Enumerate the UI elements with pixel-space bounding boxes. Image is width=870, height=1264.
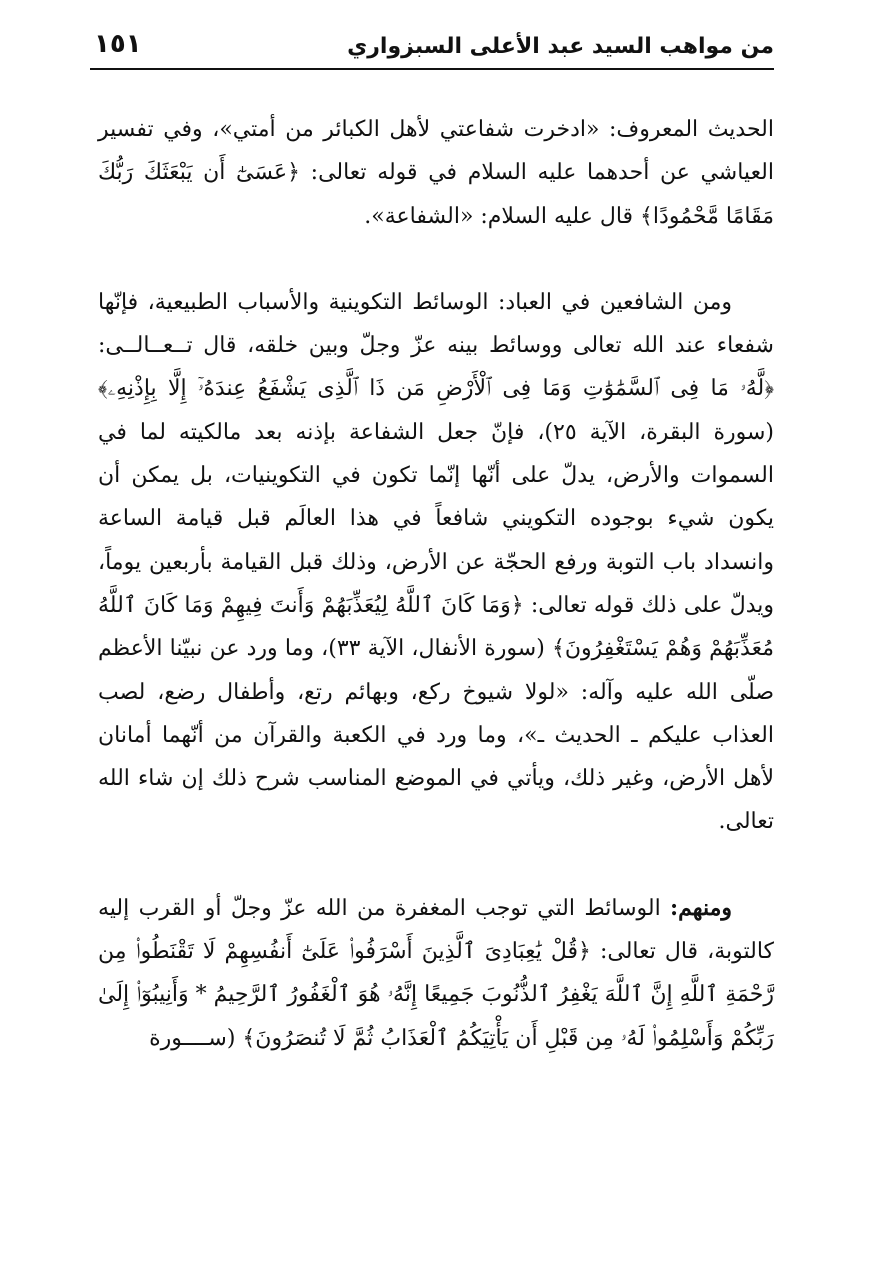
paragraph-forgiveness-text: الوسائط التي توجب المغفرة من الله عزّ وجلّ أو القرب إليه كالتوبة، قال تعالى: ﴿قُلْ يَٰعِبَادِىَ ٱلَّذِينَ أَسْرَفُوا۟ عَلَىٰٓ أَنفُسِهِمْ لَا تَقْنَطُوا۟ مِن رَّحْمَةِ ٱللَّهِ إِنَّ ٱللَّهَ يَغْفِرُ ٱلذُّنُوبَ جَمِيعًا إِنَّهُۥ هُوَ ٱلْغَفُورُ ٱلرَّحِيمُ * وَأَنِيبُوٓا۟ إِلَىٰ رَبِّكُمْ وَأَسْلِمُوا۟ لَهُۥ مِن قَبْلِ أَن يَأْتِيَكُمُ ٱلْعَذَابُ ثُمَّ لَا تُنصَرُونَ﴾ (ســــورة [97, 895, 774, 1051]
header-title: من مواهب السيد عبد الأعلى السبزواري [347, 34, 774, 59]
paragraph-lead: ومنهم: [670, 894, 732, 921]
paragraph-forgiveness [98, 887, 774, 1060]
page-number: ١٥١ [94, 29, 142, 59]
paragraph-hadith-shafaa: الحديث المعروف: «ادخرت شفاعتي لأهل الكبائر من أمتي»، وفي تفسير العياشي عن أحدهما عليه السلام في قوله تعالى: ﴿عَسَىٰٓ أَن يَبْعَثَكَ رَبُّكَ مَقَامًا مَّحْمُودًا﴾ قال عليه السلام: «الشفاعة». [98, 117, 774, 229]
running-header [90, 28, 774, 70]
paragraph-intercessors: ومن الشافعين في العباد: الوسائط التكوينية والأسباب الطبيعية، فإنّها شفعاء عند الله تعالى ووسائط بينه عزّ وجلّ وبين خلقه، قال تــعــالــى: ﴿لَّهُۥ مَا فِى ٱلسَّمَٰوَٰتِ وَمَا فِى ٱلْأَرْضِ مَن ذَا ٱلَّذِى يَشْفَعُ عِندَهُۥٓ إِلَّا بِإِذْنِهِۦ﴾ (سورة البقرة، الآية ٢٥)، فإنّ جعل الشفاعة بإذنه بعد مالكيته لما في السموات والأرض، يدلّ على أنّها إنّما تكون في التكوينيات، بل يمكن أن يكون شيء بوجوده التكويني شافعاً في هذا العالَم قبل قيامة الساعة وانسداد باب التوبة ورفع الحجّة عن الأرض، وذلك قبل القيامة بأربعين يوماً، ويدلّ على ذلك قوله تعالى: ﴿وَمَا كَانَ ٱللَّهُ لِيُعَذِّبَهُمْ وَأَنتَ فِيهِمْ وَمَا كَانَ ٱللَّهُ مُعَذِّبَهُمْ وَهُمْ يَسْتَغْفِرُونَ﴾ (سورة الأنفال، الآية ٣٣)، وما ورد عن نبيّنا الأعظم صلّى الله عليه وآله: «لولا شيوخ ركع، وبهائم رتع، وأطفال رضع، لصب العذاب عليكم ـ الحديث ـ»، وما ورد في الكعبة والقرآن من أنّهما أمانان لأهل الأرض، وغير ذلك، ويأتي في الموضع المناسب شرح ذلك إن شاء الله تعالى. [98, 289, 775, 835]
body-text [98, 108, 774, 1060]
